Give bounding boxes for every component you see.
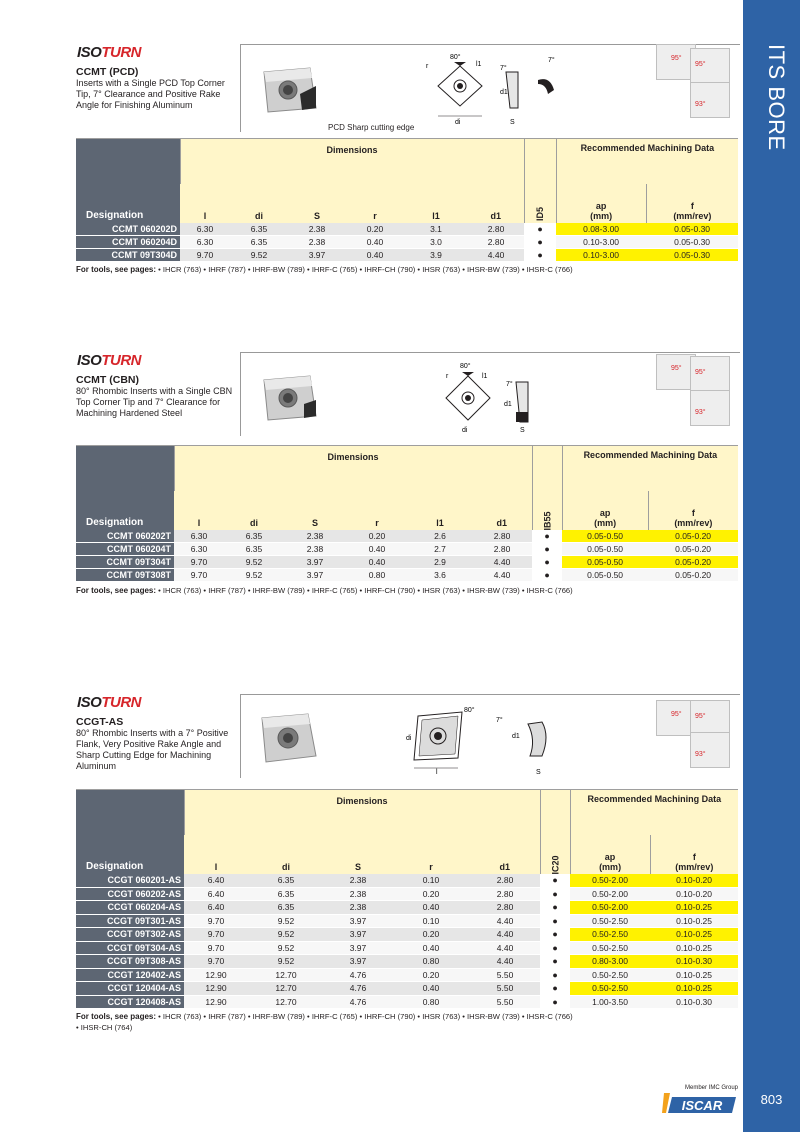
cell-ap: 0.50-2.50 (570, 914, 650, 928)
cell-ap: 0.50-2.50 (570, 928, 650, 942)
cell-r: 0.40 (346, 236, 404, 249)
table-row (76, 223, 738, 236)
cell-d1: 4.40 (470, 914, 540, 928)
cell-ap: 0.08-3.00 (556, 223, 646, 236)
cell-di: 9.52 (224, 556, 284, 569)
label-angle: 80° (464, 707, 475, 714)
col-f: f (mm/rev) (648, 491, 738, 530)
cell-l: 9.70 (184, 941, 248, 955)
drawing-caption: PCD Sharp cutting edge (328, 123, 415, 132)
grade-dot: ● (540, 901, 570, 915)
cell-d1: 2.80 (468, 223, 524, 236)
cell-d1: 2.80 (468, 236, 524, 249)
insert-drawing (420, 50, 580, 130)
cell-r: 0.40 (392, 982, 470, 996)
cell-l: 12.90 (184, 982, 248, 996)
cell-r: 0.40 (346, 556, 408, 569)
col-ap: ap (mm) (570, 835, 650, 874)
iscar-wordmark-icon (662, 1091, 738, 1115)
col-d1: d1 (472, 491, 532, 530)
dimensions-header: Dimensions (174, 446, 532, 491)
grade-header: IC20 (540, 790, 570, 874)
col-di: di (248, 835, 324, 874)
cell-d1: 4.40 (470, 941, 540, 955)
cell-s: 3.97 (324, 928, 392, 942)
cell-r: 0.80 (392, 955, 470, 969)
product-description: 80° Rhombic Inserts with a 7° Positive Flank, Very Positive Rake Angle and Sharp Cutting Edge for Machining Aluminum (76, 728, 229, 771)
designation-cell: CCMT 09T304D (76, 249, 180, 262)
cell-l: 6.30 (180, 236, 230, 249)
cell-l: 9.70 (184, 955, 248, 969)
isoturn-logo: ISOTURN (77, 352, 142, 369)
product-name: CCGT-AS (76, 716, 124, 728)
designation-cell: CCMT 060202T (76, 530, 174, 543)
application-icon-2: 95° (690, 48, 730, 84)
table-row (76, 569, 738, 582)
col-r: r (346, 184, 404, 223)
cell-ap: 0.50-2.50 (570, 968, 650, 982)
cell-l: 9.70 (174, 569, 224, 582)
group-text: Member IMC Group (684, 1085, 738, 1091)
recommended-header: Recommended Machining Data (556, 139, 738, 184)
cell-d1: 4.40 (470, 928, 540, 942)
cell-di: 9.52 (248, 928, 324, 942)
isoturn-logo: ISOTURN (77, 44, 142, 61)
cell-d1: 4.40 (468, 249, 524, 262)
tools-reference: For tools, see pages: • IHCR (763) • IHRF (787) • IHRF-BW (789) • IHRF-C (765) • IHRF-CH (790) • IHSR (763) • IHSR-BW (739) • IHSR-C (766) (76, 265, 573, 274)
cell-d1: 5.50 (470, 968, 540, 982)
col-s: S (288, 184, 346, 223)
col-f: f (mm/rev) (650, 835, 738, 874)
cell-r: 0.40 (346, 543, 408, 556)
designation-cell: CCGT 09T301-AS (76, 914, 184, 928)
grade-header: IB55 (532, 446, 562, 530)
cell-s: 3.97 (324, 955, 392, 969)
designation-cell: CCGT 060204-AS (76, 901, 184, 915)
col-d1: d1 (470, 835, 540, 874)
cell-s: 3.97 (288, 249, 346, 262)
col-l1: l1 (404, 184, 468, 223)
application-icon-3: 93° (690, 82, 730, 118)
cell-di: 9.52 (248, 914, 324, 928)
cell-ap: 0.05-0.50 (562, 530, 648, 543)
cell-l1: 2.9 (408, 556, 472, 569)
label-di: di (462, 427, 468, 434)
label-clearance: 7° (506, 381, 513, 388)
insert-drawing (400, 702, 560, 778)
grade-dot: ● (540, 955, 570, 969)
cell-r: 0.20 (346, 530, 408, 543)
cell-l: 9.70 (180, 249, 230, 262)
table-row (76, 530, 738, 543)
insert-photo (258, 372, 320, 424)
designation-cell: CCMT 060204D (76, 236, 180, 249)
product-name: CCMT (CBN) (76, 374, 139, 386)
cell-l1: 3.6 (408, 569, 472, 582)
table-row (76, 914, 738, 928)
cell-r: 0.80 (346, 569, 408, 582)
cell-l: 6.40 (184, 874, 248, 888)
cell-ap: 0.10-3.00 (556, 249, 646, 262)
label-r: r (426, 63, 429, 70)
cell-di: 6.35 (248, 874, 324, 888)
cell-f: 0.10-0.25 (650, 941, 738, 955)
cell-l: 9.70 (184, 928, 248, 942)
col-r: r (346, 491, 408, 530)
designation-cell: CCGT 060202-AS (76, 887, 184, 901)
cell-s: 2.38 (324, 887, 392, 901)
cell-l1: 2.6 (408, 530, 472, 543)
col-d1: d1 (468, 184, 524, 223)
cell-di: 12.70 (248, 968, 324, 982)
cell-s: 3.97 (284, 569, 346, 582)
designation-cell: CCMT 09T308T (76, 569, 174, 582)
col-ap: ap (mm) (562, 491, 648, 530)
cell-r: 0.20 (392, 968, 470, 982)
col-l1: l1 (408, 491, 472, 530)
cell-l1: 3.1 (404, 223, 468, 236)
cell-di: 12.70 (248, 995, 324, 1009)
table-row (76, 982, 738, 996)
cell-s: 2.38 (288, 223, 346, 236)
grade-dot: ● (540, 982, 570, 996)
side-title (743, 0, 800, 260)
grade-dot: ● (540, 874, 570, 888)
grade-dot: ● (524, 236, 556, 249)
col-di: di (224, 491, 284, 530)
iscar-logo (662, 1085, 738, 1115)
label-angle: 80° (460, 363, 471, 370)
grade-dot: ● (540, 995, 570, 1009)
dimensions-table-pcd (76, 138, 738, 262)
cell-l: 6.40 (184, 901, 248, 915)
cell-r: 0.40 (392, 941, 470, 955)
cell-f: 0.05-0.30 (646, 249, 738, 262)
application-icon-1: 95° (656, 354, 696, 390)
cell-ap: 0.05-0.50 (562, 569, 648, 582)
cell-di: 6.35 (248, 887, 324, 901)
designation-cell: CCGT 09T302-AS (76, 928, 184, 942)
insert-photo (258, 64, 320, 116)
cell-ap: 0.50-2.00 (570, 887, 650, 901)
cell-ap: 0.50-2.00 (570, 901, 650, 915)
cell-ap: 1.00-3.50 (570, 995, 650, 1009)
application-icon-1: 95° (656, 44, 696, 80)
cell-s: 3.97 (324, 914, 392, 928)
cell-r: 0.10 (392, 914, 470, 928)
cell-ap: 0.50-2.00 (570, 874, 650, 888)
tools-reference: For tools, see pages: • IHCR (763) • IHRF (787) • IHRF-BW (789) • IHRF-C (765) • IHRF-CH (790) • IHSR (763) • IHSR-BW (739) • IHSR-C (766) (76, 586, 573, 595)
cell-f: 0.10-0.20 (650, 874, 738, 888)
cell-f: 0.10-0.25 (650, 968, 738, 982)
col-l: l (174, 491, 224, 530)
cell-f: 0.05-0.20 (648, 543, 738, 556)
cell-r: 0.40 (346, 249, 404, 262)
label-l1: l1 (476, 61, 482, 68)
cell-f: 0.10-0.25 (650, 982, 738, 996)
page-number: 803 (760, 1092, 783, 1107)
label-r: r (446, 373, 449, 380)
cell-f: 0.05-0.20 (648, 530, 738, 543)
section-title: ITS BORE (764, 44, 789, 151)
col-s: S (324, 835, 392, 874)
label-d1: d1 (500, 89, 508, 96)
cell-di: 6.35 (224, 543, 284, 556)
table-row (76, 955, 738, 969)
table-row (76, 874, 738, 888)
tools-reference-continued: • IHSR-CH (764) (76, 1023, 133, 1032)
cell-d1: 5.50 (470, 995, 540, 1009)
grade-dot: ● (540, 887, 570, 901)
cell-r: 0.20 (346, 223, 404, 236)
grade-dot: ● (540, 968, 570, 982)
application-icon-3: 93° (690, 390, 730, 426)
table-row (76, 543, 738, 556)
col-r: r (392, 835, 470, 874)
cell-r: 0.80 (392, 995, 470, 1009)
cell-f: 0.05-0.20 (648, 556, 738, 569)
cell-s: 3.97 (324, 941, 392, 955)
cell-f: 0.10-0.25 (650, 901, 738, 915)
cell-ap: 0.50-2.50 (570, 982, 650, 996)
designation-cell: CCGT 09T304-AS (76, 941, 184, 955)
cell-d1: 4.40 (472, 556, 532, 569)
table-row (76, 236, 738, 249)
cell-f: 0.10-0.20 (650, 887, 738, 901)
section-ccmt-cbn (0, 352, 743, 442)
cell-s: 2.38 (288, 236, 346, 249)
cell-ap: 0.05-0.50 (562, 556, 648, 569)
cell-ap: 0.80-3.00 (570, 955, 650, 969)
cell-l: 6.30 (174, 530, 224, 543)
label-rake: 7° (548, 57, 555, 64)
cell-d1: 4.40 (470, 955, 540, 969)
cell-l: 9.70 (184, 914, 248, 928)
table-row (76, 928, 738, 942)
application-icon-2: 95° (690, 356, 730, 392)
tools-reference: For tools, see pages: • IHCR (763) • IHRF (787) • IHRF-BW (789) • IHRF-C (765) • IHRF-CH (790) • IHSR (763) • IHSR-BW (739) • IHSR-C (766) (76, 1012, 573, 1021)
table-row (76, 968, 738, 982)
recommended-header: Recommended Machining Data (570, 790, 738, 835)
col-ap: ap (mm) (556, 184, 646, 223)
product-description: Inserts with a Single PCD Top Corner Tip, 7° Clearance and Positive Rake Angle for Finishing Aluminum (76, 78, 225, 110)
cell-s: 2.38 (324, 901, 392, 915)
designation-cell: CCMT 09T304T (76, 556, 174, 569)
grade-dot: ● (532, 530, 562, 543)
designation-cell: CCGT 120404-AS (76, 982, 184, 996)
cell-l: 12.90 (184, 968, 248, 982)
designation-header: Designation (76, 446, 174, 530)
dimensions-header: Dimensions (184, 790, 540, 835)
designation-header: Designation (76, 139, 180, 223)
grade-dot: ● (524, 249, 556, 262)
designation-cell: CCGT 120408-AS (76, 995, 184, 1009)
cell-f: 0.05-0.20 (648, 569, 738, 582)
cell-s: 3.97 (284, 556, 346, 569)
cell-di: 9.52 (230, 249, 288, 262)
cell-di: 6.35 (230, 236, 288, 249)
cell-l: 6.30 (180, 223, 230, 236)
cell-di: 6.35 (224, 530, 284, 543)
label-d1: d1 (512, 733, 520, 740)
col-di: di (230, 184, 288, 223)
cell-s: 2.38 (284, 543, 346, 556)
col-f: f (mm/rev) (646, 184, 738, 223)
label-l1: l1 (482, 373, 488, 380)
label-di: di (455, 119, 461, 126)
section-ccgt-as (0, 694, 743, 784)
table-row (76, 901, 738, 915)
cell-di: 6.35 (248, 901, 324, 915)
col-s: S (284, 491, 346, 530)
cell-d1: 2.80 (472, 543, 532, 556)
dimensions-table-cbn (76, 445, 738, 582)
cell-l: 6.40 (184, 887, 248, 901)
cell-r: 0.40 (392, 901, 470, 915)
cell-di: 9.52 (224, 569, 284, 582)
grade-dot: ● (540, 941, 570, 955)
cell-d1: 2.80 (470, 887, 540, 901)
cell-s: 4.76 (324, 982, 392, 996)
table-row (76, 249, 738, 262)
label-s: S (510, 119, 515, 126)
cell-di: 9.52 (248, 955, 324, 969)
cell-d1: 4.40 (472, 569, 532, 582)
cell-di: 9.52 (248, 941, 324, 955)
cell-f: 0.10-0.25 (650, 928, 738, 942)
cell-f: 0.10-0.30 (650, 955, 738, 969)
cell-d1: 5.50 (470, 982, 540, 996)
cell-s: 4.76 (324, 968, 392, 982)
insert-photo (258, 712, 320, 764)
label-angle: 80° (450, 54, 461, 61)
table-row (76, 556, 738, 569)
cell-ap: 0.50-2.50 (570, 941, 650, 955)
dimensions-table-ccgt (76, 789, 738, 1009)
designation-cell: CCMT 060204T (76, 543, 174, 556)
table-row (76, 941, 738, 955)
application-icon-2: 95° (690, 700, 730, 736)
dimensions-header: Dimensions (180, 139, 524, 184)
designation-cell: CCMT 060202D (76, 223, 180, 236)
product-description: 80° Rhombic Inserts with a Single CBN Top Corner Tip and 7° Clearance for Machining Hardened Steel (76, 386, 233, 418)
cell-l: 12.90 (184, 995, 248, 1009)
isoturn-logo: ISOTURN (77, 694, 142, 711)
grade-dot: ● (532, 556, 562, 569)
cell-d1: 2.80 (472, 530, 532, 543)
col-l: l (180, 184, 230, 223)
cell-l1: 3.9 (404, 249, 468, 262)
label-s: S (536, 769, 541, 776)
grade-dot: ● (532, 569, 562, 582)
cell-s: 2.38 (324, 874, 392, 888)
cell-r: 0.20 (392, 928, 470, 942)
cell-l1: 3.0 (404, 236, 468, 249)
application-icon-1: 95° (656, 700, 696, 736)
cell-f: 0.05-0.30 (646, 236, 738, 249)
cell-d1: 2.80 (470, 901, 540, 915)
table-row (76, 887, 738, 901)
recommended-header: Recommended Machining Data (562, 446, 738, 491)
label-s: S (520, 427, 525, 434)
cell-f: 0.10-0.25 (650, 914, 738, 928)
cell-s: 2.38 (284, 530, 346, 543)
cell-ap: 0.05-0.50 (562, 543, 648, 556)
label-d1: d1 (504, 401, 512, 408)
cell-l1: 2.7 (408, 543, 472, 556)
application-icon-3: 93° (690, 732, 730, 768)
grade-dot: ● (524, 223, 556, 236)
col-l: l (184, 835, 248, 874)
designation-cell: CCGT 120402-AS (76, 968, 184, 982)
grade-dot: ● (540, 928, 570, 942)
cell-f: 0.10-0.30 (650, 995, 738, 1009)
label-clearance: 7° (496, 717, 503, 724)
cell-l: 6.30 (174, 543, 224, 556)
label-di: di (406, 735, 412, 742)
insert-drawing (440, 358, 540, 436)
cell-d1: 2.80 (470, 874, 540, 888)
cell-di: 6.35 (230, 223, 288, 236)
label-l: l (436, 769, 438, 776)
cell-f: 0.05-0.30 (646, 223, 738, 236)
grade-dot: ● (532, 543, 562, 556)
designation-header: Designation (76, 790, 184, 874)
cell-ap: 0.10-3.00 (556, 236, 646, 249)
table-row (76, 995, 738, 1009)
designation-cell: CCGT 09T308-AS (76, 955, 184, 969)
label-clearance: 7° (500, 65, 507, 72)
product-name: CCMT (PCD) (76, 66, 139, 78)
grade-dot: ● (540, 914, 570, 928)
cell-r: 0.20 (392, 887, 470, 901)
cell-di: 12.70 (248, 982, 324, 996)
iscar-brand-text: ISCAR (681, 1098, 723, 1113)
designation-cell: CCGT 060201-AS (76, 874, 184, 888)
cell-r: 0.10 (392, 874, 470, 888)
cell-l: 9.70 (174, 556, 224, 569)
cell-s: 4.76 (324, 995, 392, 1009)
grade-header: ID5 (524, 139, 556, 223)
